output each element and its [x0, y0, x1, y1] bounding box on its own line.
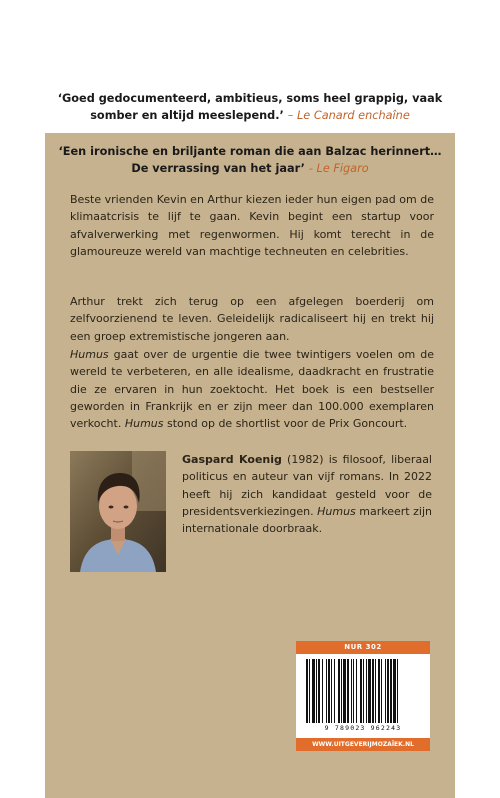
author-bio [182, 451, 432, 537]
isbn-number: 9 789023 962243 [324, 724, 402, 732]
book-title: Humus [124, 417, 164, 431]
isbn-barcode [306, 659, 420, 723]
quote-line: De verrassing van het jaar’ [131, 162, 305, 175]
review-quote-figaro [45, 143, 455, 177]
blurb-paragraph-1: Beste vrienden Kevin en Arthur kiezen ieder hun eigen pad om de klimaatcrisis te lijf te gaan. Kevin begint een startup voor afvalverwerking met regenwormen. Hij komt terecht in de glamoureuze wereld van machtige techneuten en celebrities. [70, 193, 434, 258]
book-title: Humus [70, 348, 109, 361]
bio-text: (1982) is filosoof, liberaal politicus en auteur van vijf romans. In 2022 heeft hij zich kandidaat gesteld voor de presidentsverkiezingen. [182, 453, 432, 518]
nur-label: NUR 302 [296, 641, 430, 654]
top-band [0, 0, 500, 133]
quote-source: - Le Figaro [308, 162, 369, 175]
quote-line: somber en altijd meeslepend.’ [90, 109, 284, 122]
quote-line: ‘Een ironische en briljante roman die aan Balzac herinnert… [58, 145, 442, 158]
quote-source: – Le Canard enchaîne [287, 109, 410, 122]
barcode-area [296, 641, 430, 751]
review-quote-canard [0, 90, 500, 124]
author-photo [70, 451, 166, 572]
author-name: Gaspard Koenig [182, 453, 282, 466]
blurb-paragraph-3 [70, 346, 434, 432]
quote-line: ‘Goed gedocumenteerd, ambitieus, soms heel grappig, vaak [57, 92, 443, 105]
cover-panel [45, 133, 455, 798]
blurb-paragraph-2: Arthur trekt zich terug op een afgelegen boerderij om zelfvoorzienend te leven. Geleidelijk radicaliseert hij en trekt hij een groep extremistische jongeren aan. [70, 295, 434, 343]
book-title: Humus [317, 504, 356, 518]
bio-text: markeert zijn internationale doorbraak. [182, 504, 432, 536]
blurb-text: stond op de shortlist voor de Prix Goncourt. [163, 417, 408, 431]
publisher-url: WWW.UITGEVERIJMOZAÏEK.NL [296, 738, 430, 751]
blurb-text: gaat over de urgentie die twee twintigers voelen om de wereld te verbeteren, en alle idealisme, daadkracht en frustratie die ze ervaren in hun zoektocht. Het boek is een bestseller geworden in Frankrijk en er zijn meer dan 100.000 exemplaren verkocht. [70, 348, 434, 431]
